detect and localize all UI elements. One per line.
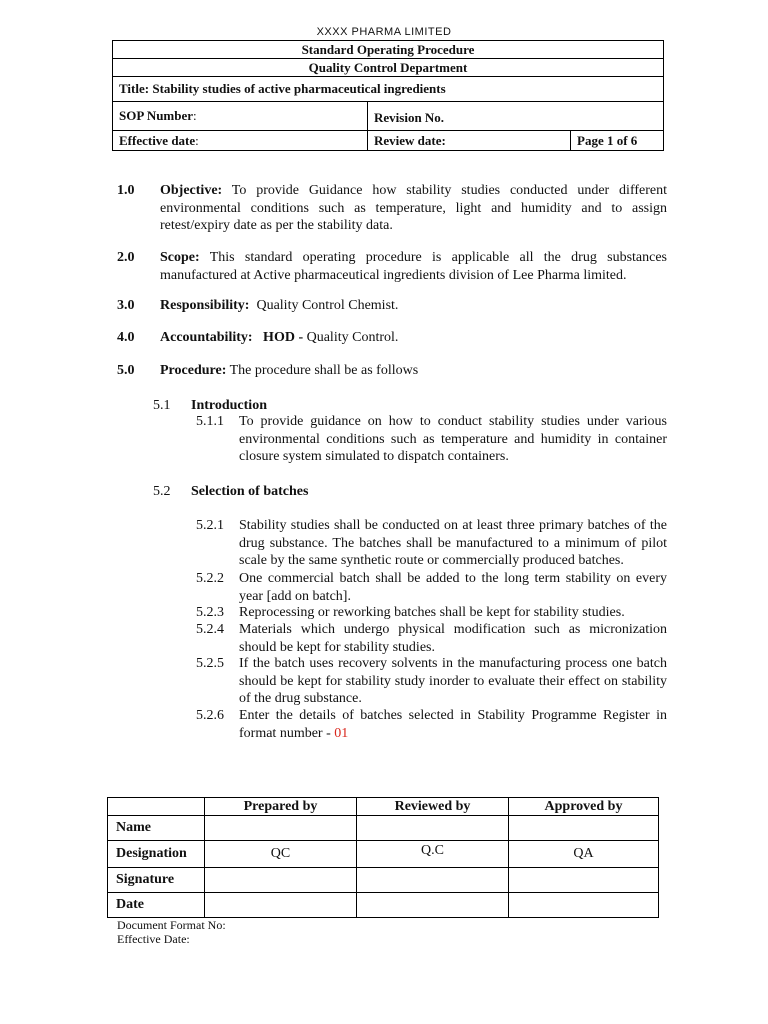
cell-name-prepared <box>205 816 357 841</box>
item-number: 5.2.2 <box>196 571 224 586</box>
signoff-corner-cell <box>108 798 205 816</box>
page-number-cell: Page 1 of 6 <box>571 131 664 151</box>
subsection-introduction <box>153 397 267 415</box>
cell-name-reviewed <box>357 816 509 841</box>
section-number: 4.0 <box>117 330 135 345</box>
section-number: 2.0 <box>117 250 135 265</box>
cell-date-approved <box>509 893 659 918</box>
title-value: : Stability studies of active pharmaceutical ingredients <box>144 81 446 96</box>
list-item <box>196 707 667 742</box>
section-number: 5.0 <box>117 363 135 378</box>
list-item <box>196 655 667 708</box>
section-text: This standard operating procedure is applicable all the drug substances manufactured at Active pharmaceutical ingredients division of Lee Pharma limited. <box>160 250 667 283</box>
column-header-prepared-by: Prepared by <box>205 798 357 816</box>
signoff-table <box>107 797 659 918</box>
section-text: Quality Control. <box>303 330 399 345</box>
item-number: 5.2.6 <box>196 708 224 723</box>
sop-header-table <box>112 40 664 151</box>
section-objective <box>117 182 667 235</box>
cell-signature-reviewed <box>357 868 509 893</box>
section-text: To provide Guidance how stability studies conducted under different environmental conditions such as temperature, light and humidity and to assign retest/expiry date as per the stability data. <box>160 183 667 233</box>
item-text: If the batch uses recovery solvents in the manufacturing process one batch should be kept for stability study inorder to evaluate their effect on stability of the drug substance. <box>239 656 667 706</box>
cell-signature-approved <box>509 868 659 893</box>
cell-name-approved <box>509 816 659 841</box>
row-label-name: Name <box>108 816 205 841</box>
format-number-highlight: 01 <box>334 725 349 741</box>
subsection-number: 5.1 <box>153 398 171 413</box>
header-line-department: Quality Control Department <box>113 59 664 77</box>
section-responsibility <box>117 297 667 315</box>
review-date-cell: Review date: <box>368 131 571 151</box>
section-heading: Procedure: <box>160 363 227 378</box>
effective-date-colon: : <box>195 133 199 148</box>
title-label: Title <box>119 81 145 96</box>
item-text: Stability studies shall be conducted on at least three primary batches of the drug substance. The batches shall be manufactured to a minimum of pilot scale by the same synthetic route or commercially produced batches. <box>239 518 667 568</box>
list-item <box>196 621 667 656</box>
item-text: One commercial batch shall be added to the long term stability on every year [add on batch]. <box>239 571 667 604</box>
sop-number-cell <box>113 102 368 131</box>
cell-designation-prepared: QC <box>205 841 357 868</box>
list-item <box>196 413 667 466</box>
item-number: 5.1.1 <box>196 414 224 429</box>
revision-cell: Revision No. <box>368 102 664 131</box>
cell-date-prepared <box>205 893 357 918</box>
list-item <box>196 517 667 570</box>
footer-format-number: Document Format No: <box>117 918 226 932</box>
header-title-cell <box>113 77 664 102</box>
sop-number-colon: : <box>193 108 197 123</box>
subsection-title: Selection of batches <box>191 484 309 499</box>
section-text: The procedure shall be as follows <box>226 363 419 378</box>
sop-number-label: SOP Number <box>119 108 194 123</box>
section-heading: Objective: <box>160 183 223 198</box>
list-item <box>196 604 667 622</box>
item-text: Materials which undergo physical modification such as micronization should be kept for stability studies. <box>239 622 667 655</box>
header-line-sop: Standard Operating Procedure <box>113 41 664 59</box>
item-number: 5.2.3 <box>196 605 224 620</box>
document-footer <box>117 918 226 946</box>
section-scope <box>117 249 667 284</box>
section-heading: Accountability: HOD - <box>160 330 304 345</box>
item-text: To provide guidance on how to conduct stability studies under various environmental conditions such as temperature and humidity in container closure system simulated to dispatch containers. <box>239 414 667 464</box>
section-text: Quality Control Chemist. <box>249 298 399 313</box>
section-heading: Responsibility: <box>160 298 250 313</box>
subsection-selection-of-batches <box>153 483 308 501</box>
section-accountability <box>117 329 667 347</box>
item-number: 5.2.4 <box>196 622 224 637</box>
row-label-date: Date <box>108 893 205 918</box>
section-number: 1.0 <box>117 183 135 198</box>
cell-designation-reviewed: Q.C <box>357 841 509 868</box>
item-number: 5.2.1 <box>196 518 224 533</box>
subsection-title: Introduction <box>191 398 267 413</box>
effective-date-cell <box>113 131 368 151</box>
section-number: 3.0 <box>117 298 135 313</box>
section-procedure <box>117 362 667 380</box>
section-heading: Scope: <box>160 250 200 265</box>
footer-effective-date: Effective Date: <box>117 932 190 946</box>
effective-date-label: Effective date <box>119 133 196 148</box>
row-label-signature: Signature <box>108 868 205 893</box>
cell-designation-approved: QA <box>509 841 659 868</box>
item-text: Enter the details of batches selected in Stability Programme Register in format number - <box>239 708 667 741</box>
item-text: Reprocessing or reworking batches shall be kept for stability studies. <box>239 605 625 620</box>
cell-signature-prepared <box>205 868 357 893</box>
subsection-number: 5.2 <box>153 484 171 499</box>
column-header-approved-by: Approved by <box>509 798 659 816</box>
item-number: 5.2.5 <box>196 656 224 671</box>
cell-date-reviewed <box>357 893 509 918</box>
list-item <box>196 570 667 605</box>
column-header-reviewed-by: Reviewed by <box>357 798 509 816</box>
row-label-designation: Designation <box>108 841 205 868</box>
company-name: XXXX PHARMA LIMITED <box>316 26 452 38</box>
